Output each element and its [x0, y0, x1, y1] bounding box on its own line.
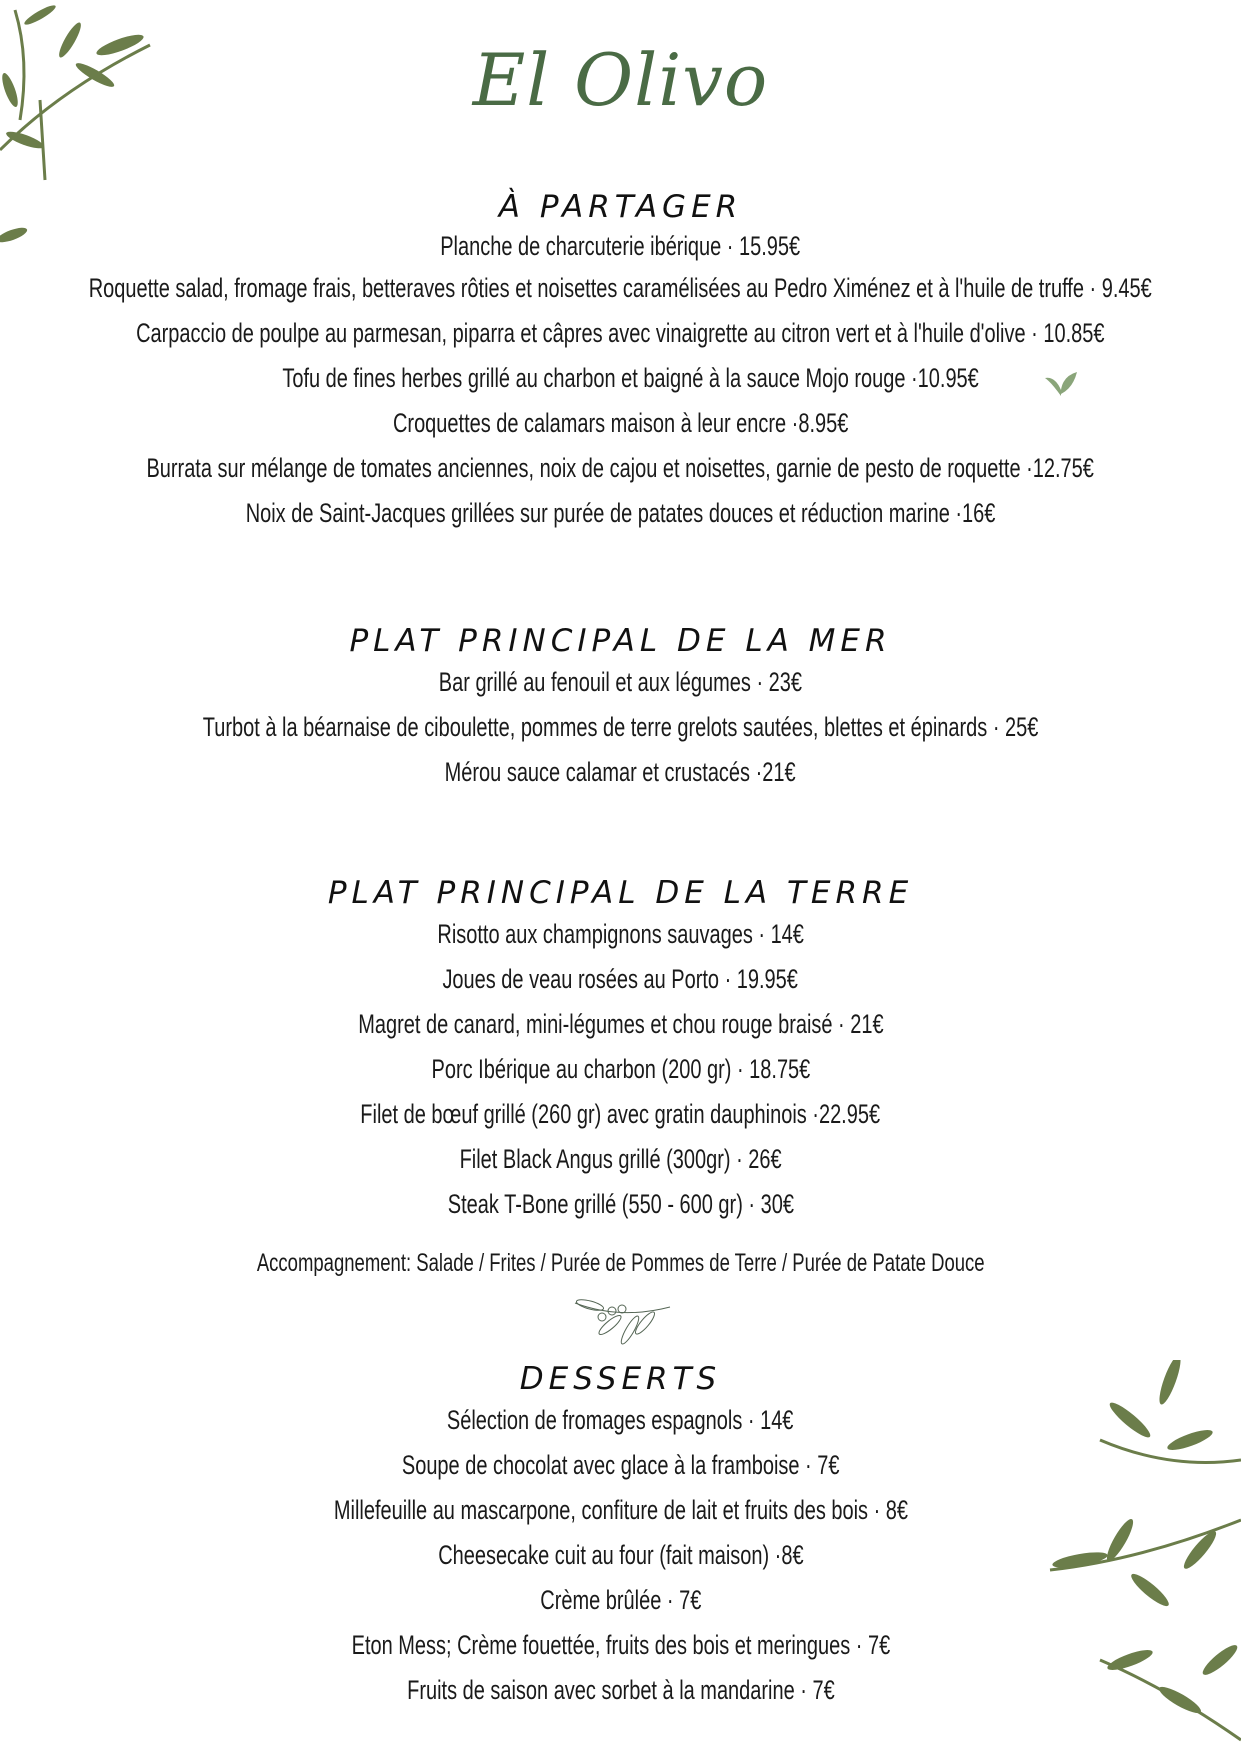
- accompaniment-note: Accompagnement: Salade / Frites / Purée de Pommes de Terre / Purée de Patate Douce: [256, 1249, 985, 1277]
- menu-item: Croquettes de calamars maison à leur encre ·8.95€: [392, 408, 849, 438]
- section-plat-terre: [0, 874, 1241, 1286]
- menu-item: Sélection de fromages espagnols · 14€: [447, 1405, 794, 1435]
- section-plat-mer: [0, 622, 1241, 795]
- menu-item: Fruits de saison avec sorbet à la mandarine · 7€: [406, 1675, 835, 1705]
- olive-sprig-divider-icon: [570, 1295, 675, 1345]
- section-heading: À PARTAGER: [498, 189, 743, 225]
- section-heading: PLAT PRINCIPAL DE LA MER: [349, 623, 892, 659]
- menu-item: Filet de bœuf grillé (260 gr) avec gratin dauphinois ·22.95€: [360, 1099, 881, 1129]
- menu-item: Noix de Saint-Jacques grillées sur purée de patates douces et réduction marine ·16€: [245, 498, 996, 528]
- section-heading: PLAT PRINCIPAL DE LA TERRE: [327, 875, 914, 911]
- restaurant-title: El Olivo: [472, 38, 769, 122]
- menu-item: Tofu de fines herbes grillé au charbon et baigné à la sauce Mojo rouge ·10.95€: [0, 356, 1241, 401]
- menu-item: Filet Black Angus grillé (300gr) · 26€: [459, 1144, 782, 1174]
- menu-item: Porc Ibérique au charbon (200 gr) · 18.75€: [431, 1054, 810, 1084]
- menu-item: Carpaccio de poulpe au parmesan, piparra et câpres avec vinaigrette au citron vert et à l'huile d'olive · 10.85€: [136, 318, 1105, 348]
- menu-item: Bar grillé au fenouil et aux légumes · 23€: [438, 667, 803, 697]
- menu-item: Steak T-Bone grillé (550 - 600 gr) · 30€: [447, 1189, 794, 1219]
- menu-item: Planche de charcuterie ibérique · 15.95€: [440, 231, 801, 261]
- section-heading: DESSERTS: [519, 1361, 722, 1397]
- menu-item: Eton Mess; Crème fouettée, fruits des bois et meringues · 7€: [351, 1630, 890, 1660]
- menu-item: Cheesecake cuit au four (fait maison) ·8€: [437, 1540, 804, 1570]
- menu-item: Millefeuille au mascarpone, confiture de lait et fruits des bois · 8€: [333, 1495, 908, 1525]
- menu-item: Turbot à la béarnaise de ciboulette, pommes de terre grelots sautées, blettes et épinards · 25€: [202, 712, 1039, 742]
- section-a-partager: [0, 188, 1241, 536]
- menu-item: Soupe de chocolat avec glace à la framboise · 7€: [401, 1450, 840, 1480]
- menu-item: Risotto aux champignons sauvages · 14€: [437, 919, 804, 949]
- menu-item: Joues de veau rosées au Porto · 19.95€: [442, 964, 799, 994]
- section-desserts: [0, 1360, 1241, 1713]
- menu-item: Roquette salad, fromage frais, betteraves rôties et noisettes caramélisées au Pedro Ximénez et à l'huile de truffe · 9.45€: [89, 273, 1152, 303]
- vegan-leaf-icon: [1041, 368, 1081, 398]
- menu-item: Crème brûlée · 7€: [539, 1585, 702, 1615]
- menu-item: Mérou sauce calamar et crustacés ·21€: [445, 757, 796, 787]
- menu-item: Magret de canard, mini-légumes et chou rouge braisé · 21€: [357, 1009, 884, 1039]
- menu-item: Burrata sur mélange de tomates anciennes, noix de cajou et noisettes, garnie de pesto de roquette ·12.75€: [146, 453, 1095, 483]
